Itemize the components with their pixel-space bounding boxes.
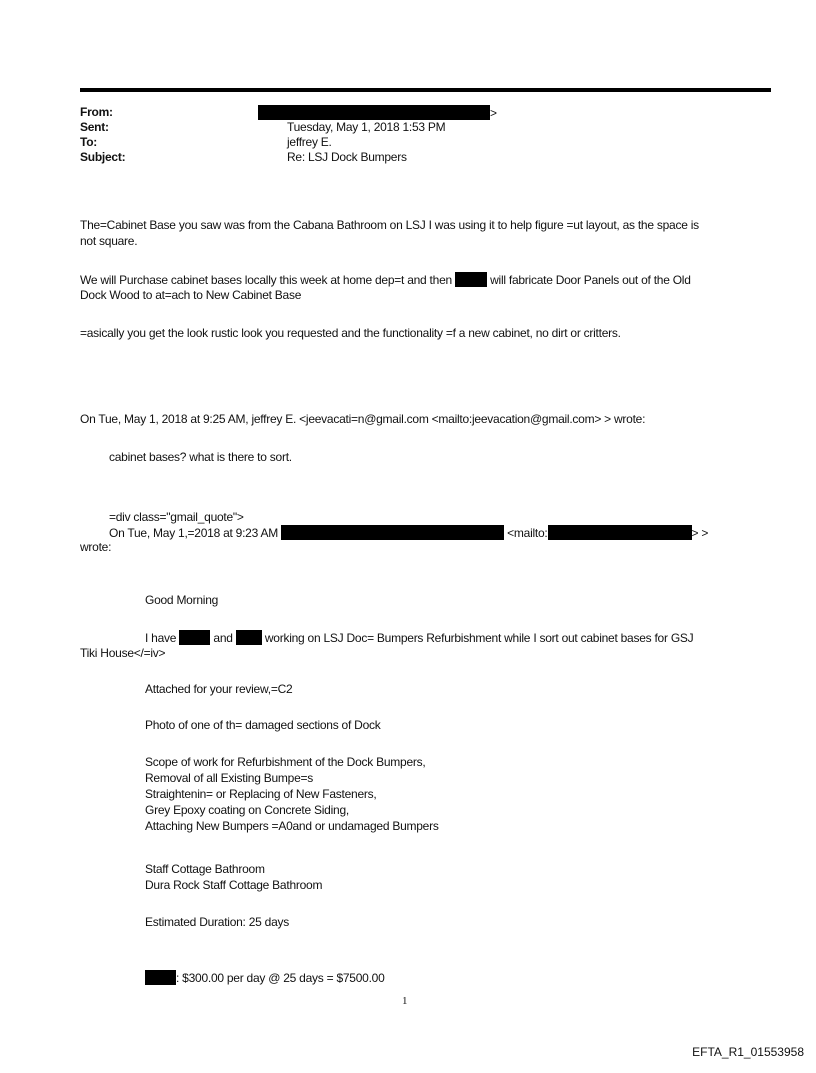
text: working on LSJ Doc= Bumpers Refurbishment while I sort out cabinet bases for GSJ — [264, 631, 694, 645]
redaction — [179, 630, 210, 645]
redaction — [236, 630, 262, 645]
redaction — [455, 272, 487, 287]
subject-value: Re: LSJ Dock Bumpers — [287, 150, 407, 164]
redaction — [258, 105, 490, 120]
to-label: To: — [80, 135, 98, 149]
text: <mailto: — [507, 526, 548, 540]
subject-label: Subject: — [80, 150, 126, 164]
text: On Tue, May 1,=2018 at 9:23 AM — [109, 526, 278, 540]
scope-item: Straightenin= or Replacing of New Fasteners, — [145, 787, 377, 801]
text: and — [213, 631, 233, 645]
quote-text: wrote: — [80, 540, 112, 554]
quote-text: Attached for your review,=C2 — [145, 682, 293, 696]
quote-header: On Tue, May 1, 2018 at 9:25 AM, jeffrey E. <jeevacati=n@gmail.com <mailto:jeevacation@gmail.com> > wrote: — [80, 412, 646, 426]
rate-text — [145, 970, 385, 986]
text: I have — [145, 631, 177, 645]
scope-item: Attaching New Bumpers =A0and or undamaged Bumpers — [145, 819, 439, 833]
from-value — [258, 105, 497, 121]
redaction — [145, 970, 176, 985]
to-value: jeffrey E. — [287, 135, 332, 149]
duration-text: Estimated Duration: 25 days — [145, 915, 289, 929]
text: : $300.00 per day @ 25 days = $7500.00 — [176, 971, 385, 985]
redaction — [548, 525, 692, 540]
header-rule — [80, 88, 771, 92]
body-text — [80, 272, 691, 288]
body-text: The=Cabinet Base you saw was from the Cabana Bathroom on LSJ I was using it to help figure =ut layout, as the space is — [80, 218, 699, 232]
staff-item: Dura Rock Staff Cottage Bathroom — [145, 878, 323, 892]
body-text: =asically you get the look rustic look you requested and the functionality =f a new cabinet, no dirt or critters. — [80, 326, 621, 340]
body-text: Dock Wood to at=ach to New Cabinet Base — [80, 288, 302, 302]
sent-value: Tuesday, May 1, 2018 1:53 PM — [287, 120, 446, 134]
quote-text: Tiki House</=iv> — [80, 646, 166, 660]
from-label: From: — [80, 105, 113, 119]
text: will fabricate Door Panels out of the Old — [490, 273, 691, 287]
body-text: not square. — [80, 234, 138, 248]
quote-text: Photo of one of th= damaged sections of Dock — [145, 718, 381, 732]
quote-text: Good Morning — [145, 593, 219, 607]
scope-item: Grey Epoxy coating on Concrete Siding, — [145, 803, 349, 817]
page-number: 1 — [402, 995, 408, 1007]
quote-text — [145, 630, 693, 646]
redaction — [281, 525, 504, 540]
from-suffix: > — [490, 106, 497, 120]
text: We will Purchase cabinet bases locally this week at home dep=t and then — [80, 273, 452, 287]
quote-text: =div class="gmail_quote"> — [109, 510, 244, 524]
sent-label: Sent: — [80, 120, 109, 134]
text: > > — [691, 526, 709, 540]
quote-text: cabinet bases? what is there to sort. — [109, 450, 292, 464]
scope-item: Scope of work for Refurbishment of the Dock Bumpers, — [145, 755, 426, 769]
staff-item: Staff Cottage Bathroom — [145, 862, 265, 876]
scope-item: Removal of all Existing Bumpe=s — [145, 771, 313, 785]
footer-id: EFTA_R1_01553958 — [692, 1045, 804, 1059]
quote-header — [109, 525, 708, 541]
